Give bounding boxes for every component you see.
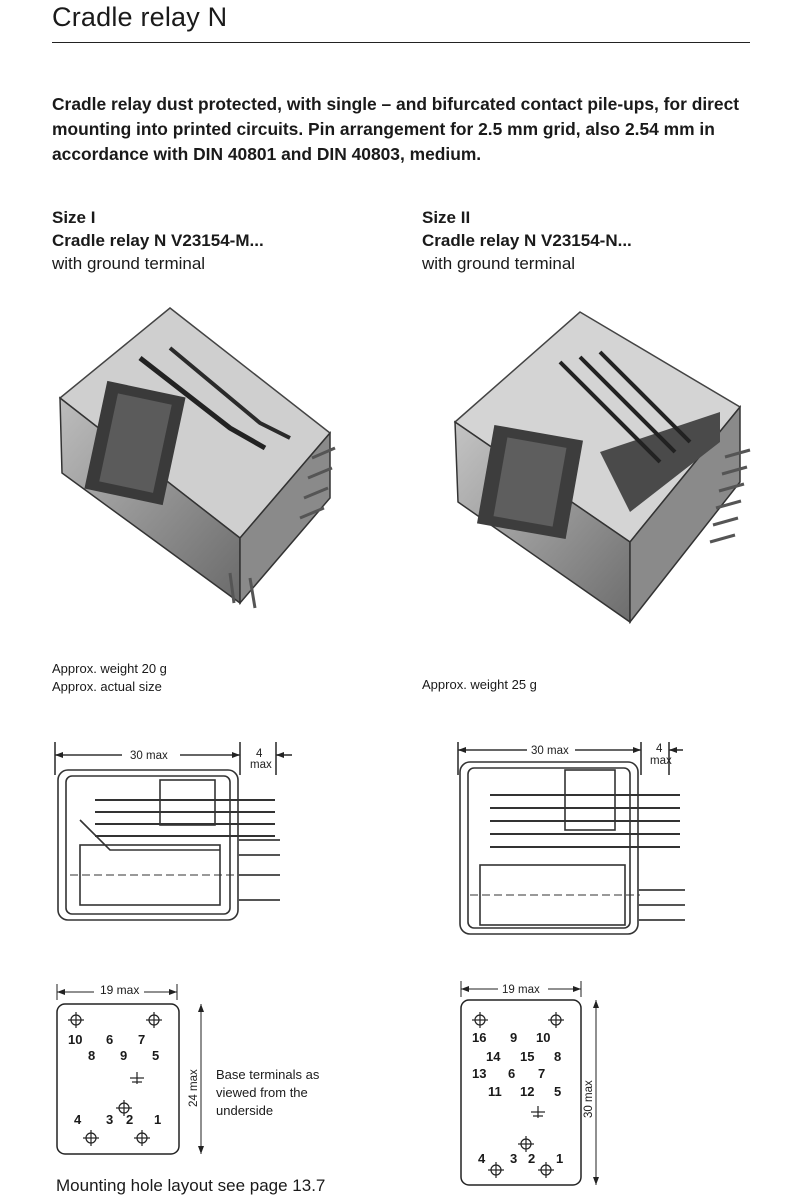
size1-actual-size: Approx. actual size <box>52 679 162 694</box>
size2-side-drawing <box>455 740 695 940</box>
size1-label: Size I <box>52 208 96 227</box>
size1-pin-5: 5 <box>152 1048 160 1063</box>
page-title: Cradle relay N <box>52 2 228 32</box>
size2-label: Size II <box>422 208 471 227</box>
size1-footprint-width: 19 max <box>100 983 140 997</box>
size1-pin-6: 6 <box>106 1032 114 1047</box>
size1-footprint-height: 24 max <box>188 1069 200 1107</box>
size1-pin-3: 3 <box>106 1112 114 1127</box>
size1-side-drawing <box>50 740 300 930</box>
size2-pin-3: 3 <box>510 1151 518 1166</box>
intro-text: Cradle relay dust protected, with single – and bifurcated contact pile-ups, for direct mounting into printed circuits. Pin arrangement for 2.5 mm grid, also 2.54 mm in accordance with DIN 40801 and DIN 40803, medium. <box>52 94 740 164</box>
size2-pin-9: 9 <box>510 1030 518 1045</box>
size2-pin-5: 5 <box>554 1084 562 1099</box>
size1-pin-2: 2 <box>126 1112 134 1127</box>
size2-pin-6: 6 <box>508 1066 516 1081</box>
size1-pin-8: 8 <box>88 1048 96 1063</box>
relay-size2-photo <box>440 302 760 627</box>
size1-pin-1: 1 <box>154 1112 162 1127</box>
size2-footprint-height: 30 max <box>583 1080 595 1118</box>
size2-footprint-width: 19 max <box>502 984 540 996</box>
mounting-hole-footer: Mounting hole layout see page 13.7 <box>56 1176 326 1195</box>
size2-pin-2: 2 <box>528 1151 536 1166</box>
size2-pin-8: 8 <box>554 1049 562 1064</box>
size2-weight: Approx. weight 25 g <box>422 677 537 692</box>
size2-footprint-width-arrow <box>458 979 618 999</box>
size2-pin-16: 16 <box>472 1030 487 1045</box>
size1-model: Cradle relay N V23154-M... <box>52 231 264 250</box>
base-terminals-note: Base terminals as viewed from the underside <box>216 1067 320 1118</box>
size2-pin-7: 7 <box>538 1066 546 1081</box>
size2-pin-4: 4 <box>478 1151 486 1166</box>
size1-dim-gap: 4 <box>256 748 263 760</box>
size1-footprint <box>54 1002 214 1157</box>
size2-dim-gap: 4 <box>656 743 663 755</box>
size1-pin-7: 7 <box>138 1032 146 1047</box>
size1-dim-gap-max: max <box>250 759 272 771</box>
size2-footprint <box>458 998 618 1188</box>
size2-pin-12: 12 <box>520 1084 535 1099</box>
size2-dim-width: 30 max <box>531 745 569 757</box>
size1-pin-9: 9 <box>120 1048 128 1063</box>
size2-subtitle: with ground terminal <box>422 254 576 273</box>
size2-dim-gap-max: max <box>650 755 672 767</box>
title-rule <box>52 42 750 43</box>
size2-model: Cradle relay N V23154-N... <box>422 231 632 250</box>
relay-size1-photo <box>50 298 350 613</box>
size2-pin-14: 14 <box>486 1049 501 1064</box>
size1-pin-10: 10 <box>68 1032 83 1047</box>
size2-pin-10: 10 <box>536 1030 551 1045</box>
size1-dim-width: 30 max <box>130 750 168 762</box>
size2-pin-1: 1 <box>556 1151 564 1166</box>
size2-pin-11: 11 <box>488 1084 502 1099</box>
size1-weight: Approx. weight 20 g <box>52 661 167 676</box>
size2-pin-15: 15 <box>520 1049 535 1064</box>
size1-subtitle: with ground terminal <box>52 254 206 273</box>
size1-footprint-width-arrow <box>52 982 252 1002</box>
size2-pin-13: 13 <box>472 1066 487 1081</box>
size1-pin-4: 4 <box>74 1112 82 1127</box>
